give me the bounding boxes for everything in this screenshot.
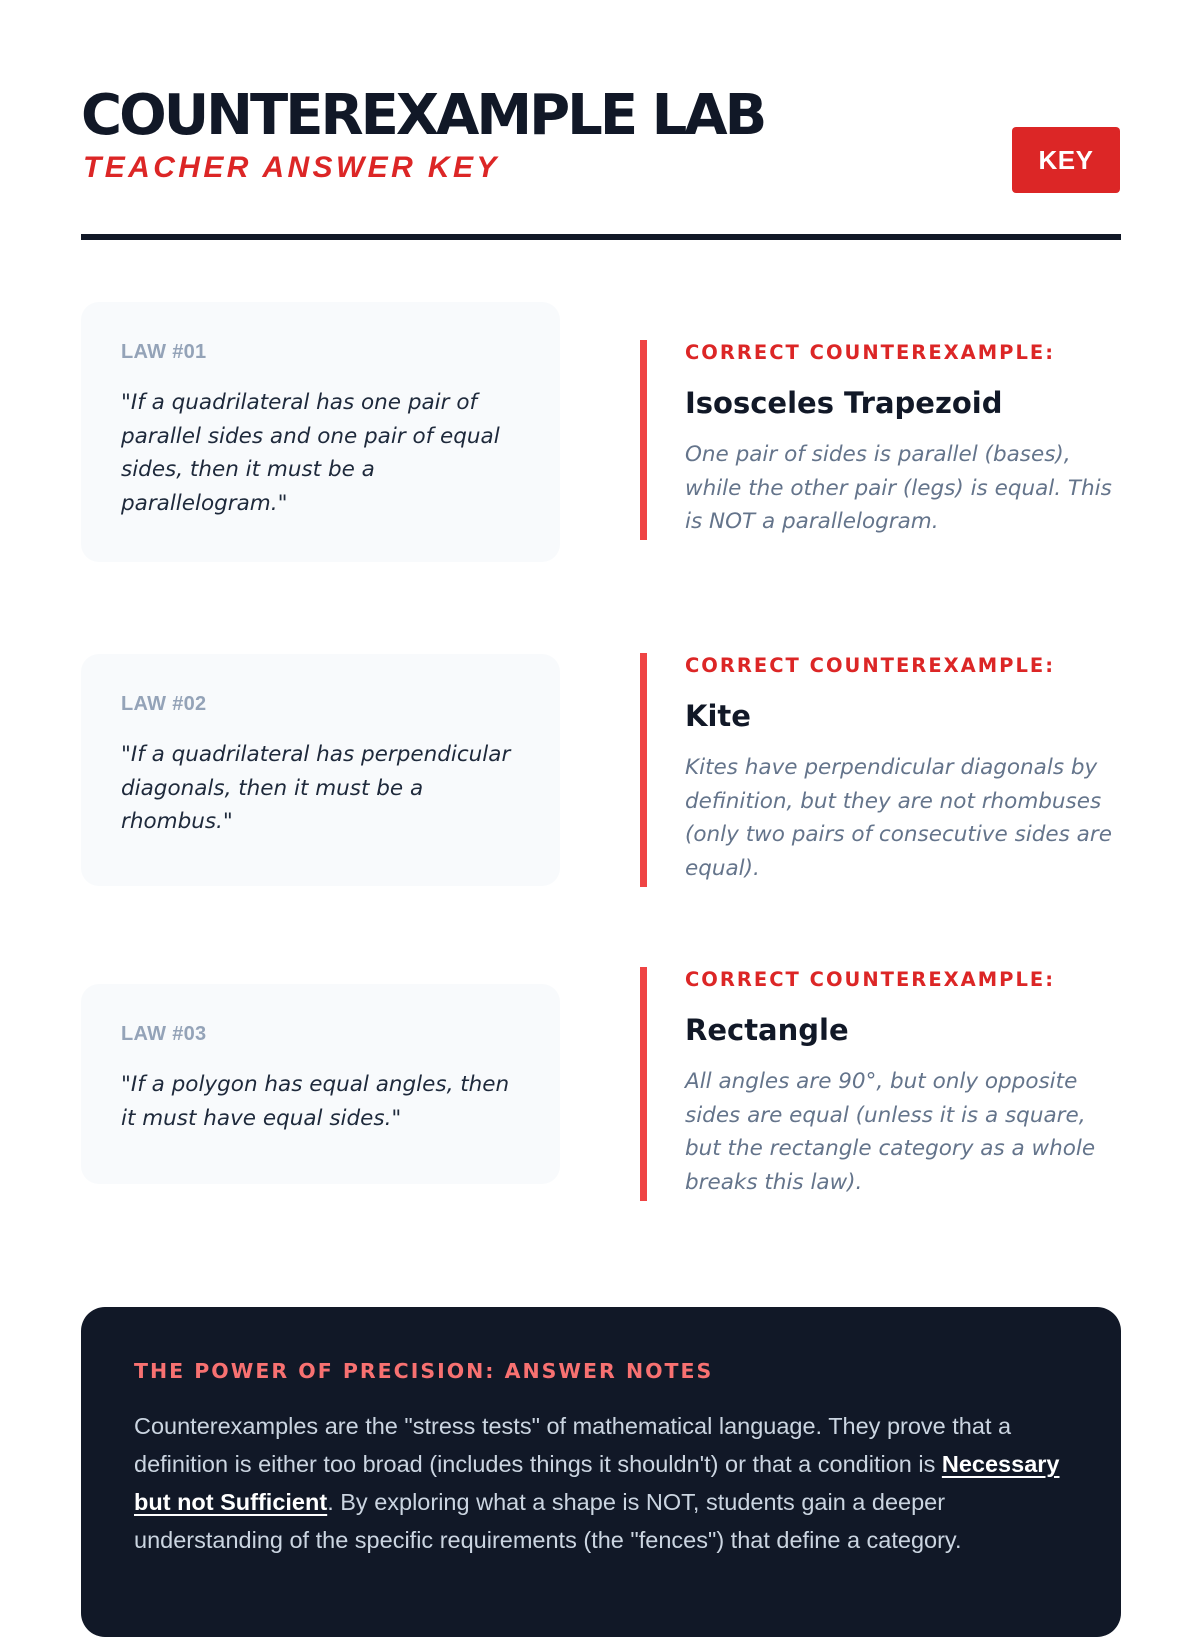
answer-block — [640, 340, 1121, 540]
notes-text-before: Counterexamples are the "stress tests" of mathematical language. They prove that a definition is either too broad (includes things it shouldn't) or that a condition is — [134, 1413, 1012, 1477]
answer-key-page — [81, 0, 1121, 1600]
answer-label: CORRECT COUNTEREXAMPLE: — [685, 341, 1056, 364]
header-divider — [81, 234, 1121, 240]
law-card — [81, 654, 560, 886]
answer-title: Isosceles Trapezoid — [685, 386, 1003, 420]
law-label: LAW #03 — [121, 1023, 207, 1045]
answer-explanation: One pair of sides is parallel (bases), while the other pair (legs) is equal. This is NOT a parallelogram. — [685, 442, 1112, 534]
answer-explanation: Kites have perpendicular diagonals by definition, but they are not rhombuses (only two pairs of consecutive sides are equal). — [685, 755, 1112, 881]
law-label: LAW #01 — [121, 341, 207, 363]
law-card — [81, 302, 560, 562]
answer-label: CORRECT COUNTEREXAMPLE: — [685, 654, 1056, 677]
law-quote: "If a quadrilateral has one pair of parallel sides and one pair of equal sides, then it must be a parallelogram." — [121, 390, 500, 516]
law-quote: "If a polygon has equal angles, then it must have equal sides." — [121, 1072, 510, 1131]
notes-emphasis: Necessary but not Sufficient — [134, 1451, 1060, 1515]
answer-label: CORRECT COUNTEREXAMPLE: — [685, 968, 1056, 991]
law-quote: "If a quadrilateral has perpendicular diagonals, then it must be a rhombus." — [121, 742, 511, 834]
notes-text-after: . By exploring what a shape is NOT, students gain a deeper understanding of the specific requirements (the "fences") that define a category. — [134, 1489, 962, 1553]
notes-body — [134, 1407, 1067, 1559]
answer-title: Rectangle — [685, 1013, 849, 1047]
answer-title: Kite — [685, 699, 751, 733]
notes-heading: THE POWER OF PRECISION: ANSWER NOTES — [134, 1359, 714, 1383]
answer-block — [640, 967, 1121, 1201]
law-label: LAW #02 — [121, 693, 207, 715]
answer-notes-panel — [81, 1307, 1121, 1637]
answer-explanation: All angles are 90°, but only opposite sides are equal (unless it is a square, but the rectangle category as a whole breaks this law). — [685, 1069, 1096, 1195]
law-card — [81, 984, 560, 1184]
page-subtitle: TEACHER ANSWER KEY — [83, 151, 500, 184]
answer-block — [640, 653, 1121, 887]
key-badge: KEY — [1012, 127, 1120, 193]
page-title: COUNTEREXAMPLE LAB — [81, 83, 765, 148]
page-header — [81, 80, 1121, 240]
